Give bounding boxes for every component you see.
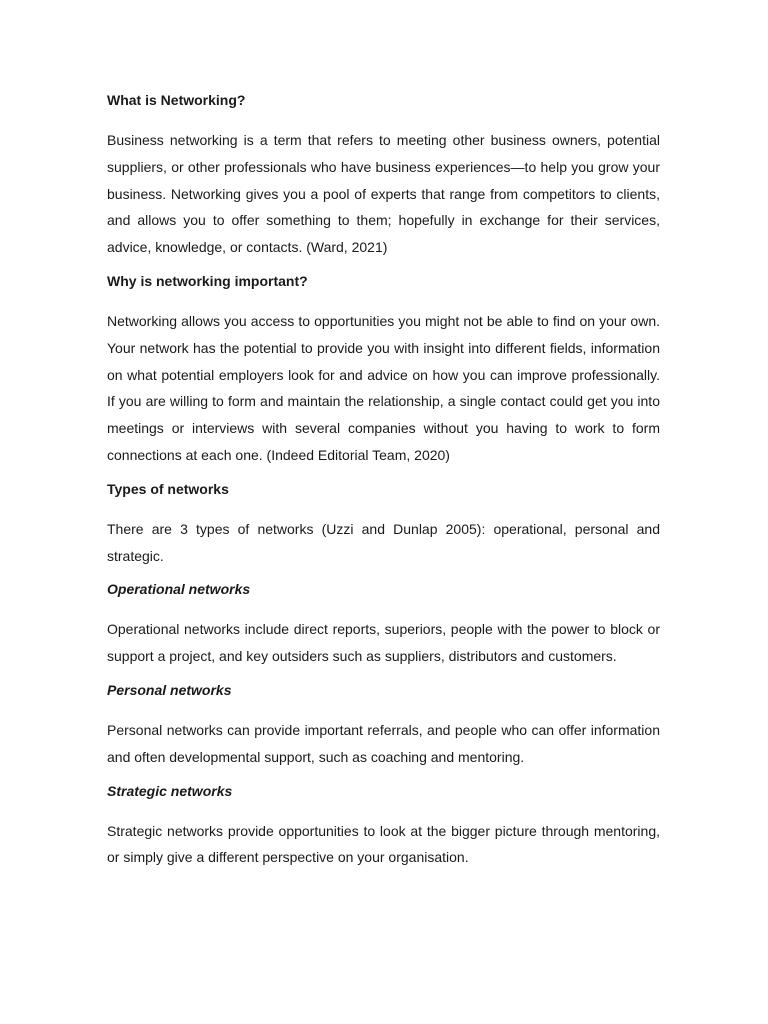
document-page [107,90,660,871]
paragraph-personal-networks: Personal networks can provide important referrals, and people who can offer information and often developmental support, such as coaching and mentoring. [107,721,660,765]
subheading-personal-networks: Personal networks [107,681,232,698]
heading-what-is-networking: What is Networking? [107,92,246,108]
paragraph-why-networking-important: Networking allows you access to opportunities you might not be able to find on your own. Your network has the potential to provide you with insight into different fields, information on what potential employers look for and advice on how you can improve professionally. If you are willing to form and maintain the relationship, a single contact could get you into meetings or interviews with several companies without you having to work to form connections at each one. (Indeed Editorial Team, 2020) [107,312,660,463]
paragraph-what-is-networking: Business networking is a term that refers to meeting other business owners, potential suppliers, or other professionals who have business experiences—to help you grow your business. Networking gives you a pool of experts that range from competitors to clients, and allows you to offer something to them; hopefully in exchange for their services, advice, knowledge, or contacts. (Ward, 2021) [107,132,660,256]
paragraph-strategic-networks: Strategic networks provide opportunities to look at the bigger picture through mentoring, or simply give a different perspective on your organisation. [107,822,660,866]
paragraph-types-of-networks: There are 3 types of networks (Uzzi and Dunlap 2005): operational, personal and strategic. [107,520,660,564]
subheading-strategic-networks: Strategic networks [107,782,233,799]
heading-types-of-networks: Types of networks [107,480,229,497]
heading-why-networking-important: Why is networking important? [107,272,308,289]
paragraph-operational-networks: Operational networks include direct reports, superiors, people with the power to block or support a project, and key outsiders such as suppliers, distributors and customers. [107,621,660,665]
subheading-operational-networks: Operational networks [107,581,251,598]
